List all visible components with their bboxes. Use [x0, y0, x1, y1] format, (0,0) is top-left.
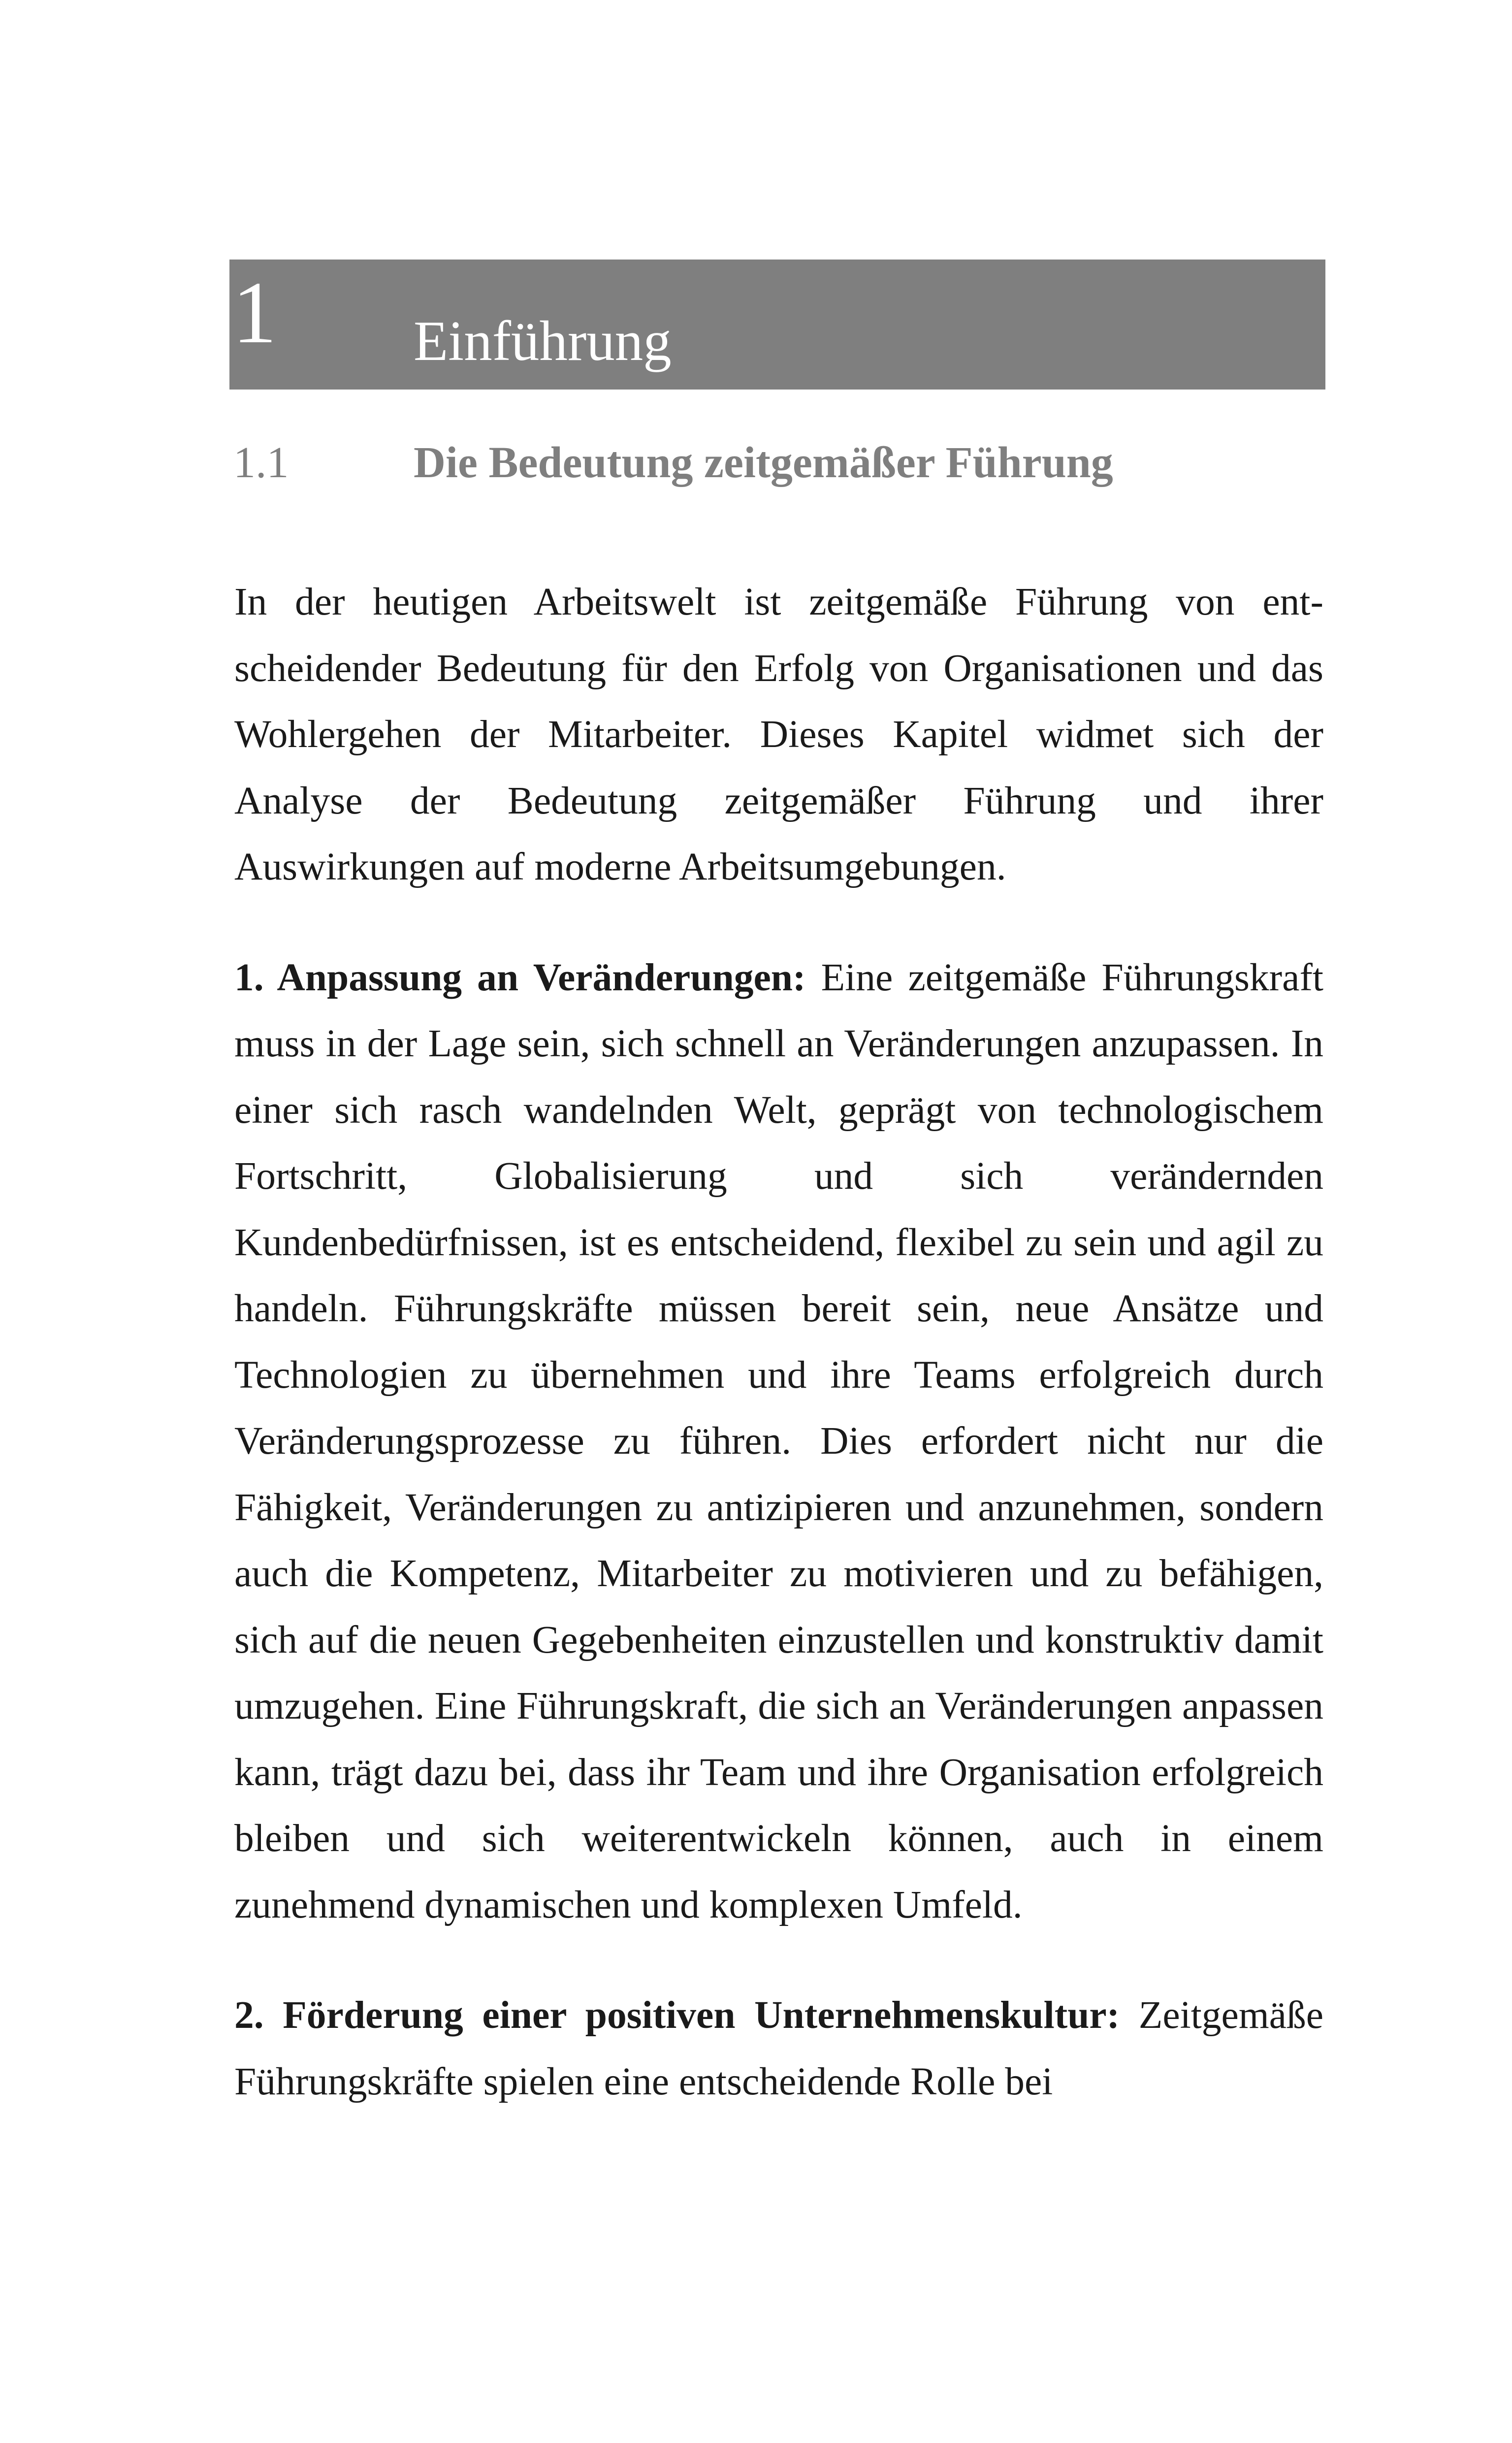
list-item-1-text: Eine zeitgemäße Führungskraft muss in der Lage sein, sich schnell an Veränderungen anzupassen. In einer sich rasch wandelnden Welt, geprägt von technologischem Fortschritt, Globalisierung und sich verändernden Kundenbedürfnissen, ist es entscheidend, flexibel zu sein und agil zu handeln. Führungskräfte müssen bereit sein, neue Ansätze und Technologien zu übernehmen und ihre Teams erfolgreich durch Veränderungsprozesse zu führen. Dies erfordert nicht nur die Fähigkeit, Veränderungen zu antizipieren und anzunehmen, sondern auch die Kompetenz, Mitarbeiter zu motivieren und zu befähigen, sich auf die neuen Gegebenheiten einzustellen und konstruktiv damit umzugehen. Eine Führungskraft, die sich an Veränderungen anpassen kann, trägt dazu bei, dass ihr Team und ihre Organisation erfolgreich bleiben und sich weiterentwickeln können, auch in einem zunehmend dynamischen und komplexen Umfeld. — [234, 955, 1324, 1926]
list-item-2 — [234, 1982, 1323, 2115]
chapter-number: 1 — [232, 263, 277, 361]
body-text — [234, 569, 1323, 2115]
list-item-1-heading: 1. Anpassung an Veränderungen: — [234, 955, 806, 999]
list-item-2-heading: 2. Förderung einer positiven Unternehmenskultur: — [234, 1993, 1120, 2037]
chapter-header — [229, 260, 1325, 390]
list-item-2-text: Zeitgemäße Führungskräfte spielen eine entscheidende Rolle bei — [234, 1993, 1323, 2103]
section-number: 1.1 — [233, 438, 289, 487]
list-item-1 — [234, 945, 1323, 1938]
section-title: Die Bedeutung zeitgemäßer Führung — [414, 438, 1113, 487]
chapter-title: Einführung — [414, 310, 672, 372]
intro-paragraph: In der heutigen Arbeitswelt ist zeitgemäße Führung von entscheidender Bedeutung für den Erfolg von Organisationen und das Wohlergehen der Mitarbeiter. Dieses Kapitel widmet sich der Analyse der Bedeutung zeitgemäßer Führung und ihrer Auswirkungen auf moderne Arbeitsumgebungen. — [234, 580, 1323, 888]
